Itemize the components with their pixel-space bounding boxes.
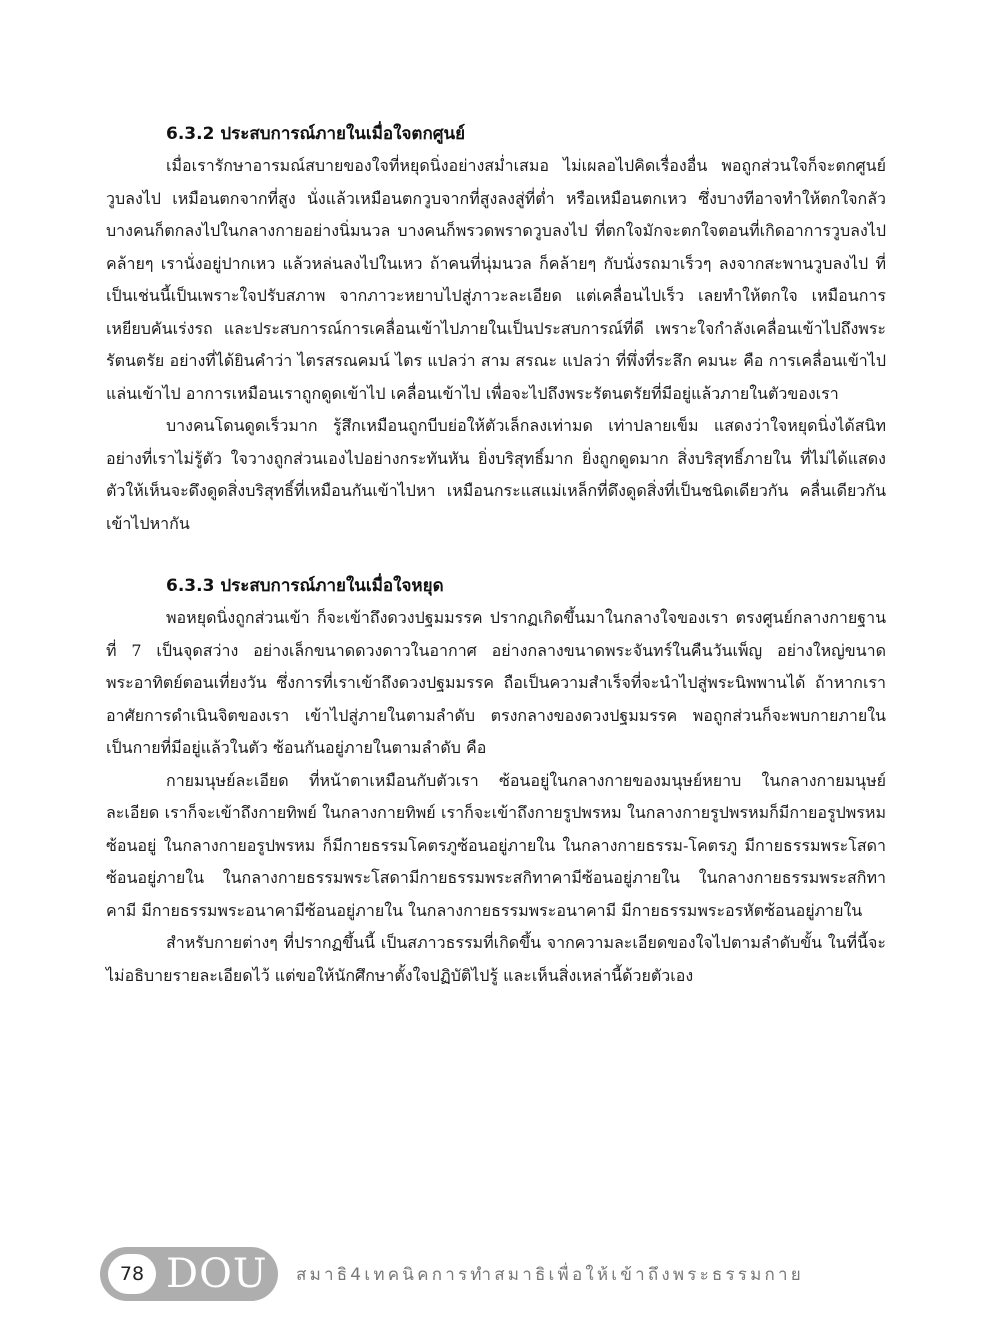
section-heading: 6.3.2 ประสบการณ์ภายในเมื่อใจตกศูนย์ <box>166 124 466 144</box>
paragraph: สำหรับกายต่างๆ ที่ปรากฏขึ้นนี้ เป็นสภาวธรรมที่เกิดขึ้น จากความละเอียดของใจไปตามลำดับขั้น ในที่นี้จะไม่อธิบายรายละเอียดไว้ แต่ขอให้นักศึกษาตั้งใจปฏิบัติไปรู้ และเห็นสิ่งเหล่านี้ด้วยตัวเอง <box>106 933 886 985</box>
dou-logo: DOU <box>166 1251 268 1297</box>
section-6-3-3 <box>106 570 886 992</box>
book-title: สมาธิ4เทคนิคการทำสมาธิเพื่อให้เข้าถึงพระธรรมกาย <box>296 1264 804 1285</box>
page-content <box>106 118 886 992</box>
page-footer <box>100 1247 804 1301</box>
paragraph: กายมนุษย์ละเอียด ที่หน้าตาเหมือนกับตัวเรา ซ้อนอยู่ในกลางกายของมนุษย์หยาบ ในกลางกายมนุษย์ละเอียด เราก็จะเข้าถึงกายทิพย์ ในกลางกายทิพย์ เราก็จะเข้าถึงกายรูปพรหม ในกลางกายรูปพรหมก็มีกายอรูปพรหมซ้อนอยู่ ในกลางกายอรูปพรหม ก็มีกายธรรมโคตรภูซ้อนอยู่ภายใน ในกลางกายธรรม-โคตรภู มีกายธรรมพระโสดาซ้อนอยู่ภายใน ในกลางกายธรรมพระโสดามีกายธรรมพระสกิทาคามีซ้อนอยู่ภายใน ในกลางกายธรรมพระสกิทาคามี มีกายธรรมพระอนาคามีซ้อนอยู่ภายใน ในกลางกายธรรมพระอนาคามี มีกายธรรมพระอรหัตซ้อนอยู่ภายใน <box>106 770 886 920</box>
footer-badge <box>100 1247 278 1301</box>
section-heading: 6.3.3 ประสบการณ์ภายในเมื่อใจหยุด <box>166 576 444 596</box>
paragraph: พอหยุดนิ่งถูกส่วนเข้า ก็จะเข้าถึงดวงปฐมมรรค ปรากฏเกิดขึ้นมาในกลางใจของเรา ตรงศูนย์กลางกายฐานที่ 7 เป็นจุดสว่าง อย่างเล็กขนาดดวงดาวในอากาศ อย่างกลางขนาดพระจันทร์ในคืนวันเพ็ญ อย่างใหญ่ขนาดพระอาทิตย์ตอนเที่ยงวัน ซึ่งการที่เราเข้าถึงดวงปฐมมรรค ถือเป็นความสำเร็จที่จะนำไปสู่พระนิพพานได้ ถ้าหากเราอาศัยการดำเนินจิตของเรา เข้าไปสู่ภายในตามลำดับ ตรงกลางของดวงปฐมมรรค พอถูกส่วนก็จะพบกายภายใน เป็นกายที่มีอยู่แล้วในตัว ซ้อนกันอยู่ภายในตามลำดับ คือ <box>106 608 886 757</box>
paragraph: บางคนโดนดูดเร็วมาก รู้สึกเหมือนถูกบีบย่อให้ตัวเล็กลงเท่ามด เท่าปลายเข็ม แสดงว่าใจหยุดนิ่งได้สนิทอย่างที่เราไม่รู้ตัว ใจวางถูกส่วนเองไปอย่างกระทันหัน ยิ่งบริสุทธิ์มาก ยิ่งถูกดูดมาก สิ่งบริสุทธิ์ภายใน ที่ไม่ได้แสดงตัวให้เห็นจะดึงดูดสิ่งบริสุทธิ์ที่เหมือนกันเข้าไปหา เหมือนกระแสแม่เหล็กที่ดึงดูดสิ่งที่เป็นชนิดเดียวกัน คลื่นเดียวกันเข้าไปหากัน <box>106 416 886 533</box>
paragraph: เมื่อเรารักษาอารมณ์สบายของใจที่หยุดนิ่งอย่างสม่ำเสมอ ไม่เผลอไปคิดเรื่องอื่น พอถูกส่วนใจก็จะตกศูนย์วูบลงไป เหมือนตกจากที่สูง นั่งแล้วเหมือนตกวูบจากที่สูงลงสู่ที่ต่ำ หรือเหมือนตกเหว ซึ่งบางทีอาจทำให้ตกใจกลัว บางคนก็ตกลงไปในกลางกายอย่างนิ่มนวล บางคนก็พรวดพราดวูบลงไป ที่ตกใจมักจะตกใจตอนที่เกิดอาการวูบลงไป คล้ายๆ เรานั่งอยู่ปากเหว แล้วหล่นลงไปในเหว ถ้าคนที่นุ่มนวล ก็คล้ายๆ กับนั่งรถมาเร็วๆ ลงจากสะพานวูบลงไป ที่เป็นเช่นนี้เป็นเพราะใจปรับสภาพ จากภาวะหยาบไปสู่ภาวะละเอียด แต่เคลื่อนไปเร็ว เลยทำให้ตกใจ เหมือนการเหยียบคันเร่งรถ และประสบการณ์การเคลื่อนเข้าไปภายในเป็นประสบการณ์ที่ดี เพราะใจกำลังเคลื่อนเข้าไปถึงพระรัตนตรัย อย่างที่ได้ยินคำว่า ไตรสรณคมน์ ไตร แปลว่า สาม สรณะ แปลว่า ที่พึ่งที่ระลึก คมนะ คือ การเคลื่อนเข้าไป แล่นเข้าไป อาการเหมือนเราถูกดูดเข้าไป เคลื่อนเข้าไป เพื่อจะไปถึงพระรัตนตรัยที่มีอยู่แล้วภายในตัวของเรา <box>106 156 886 403</box>
section-6-3-2 <box>106 118 886 540</box>
page-number: 78 <box>108 1254 156 1294</box>
